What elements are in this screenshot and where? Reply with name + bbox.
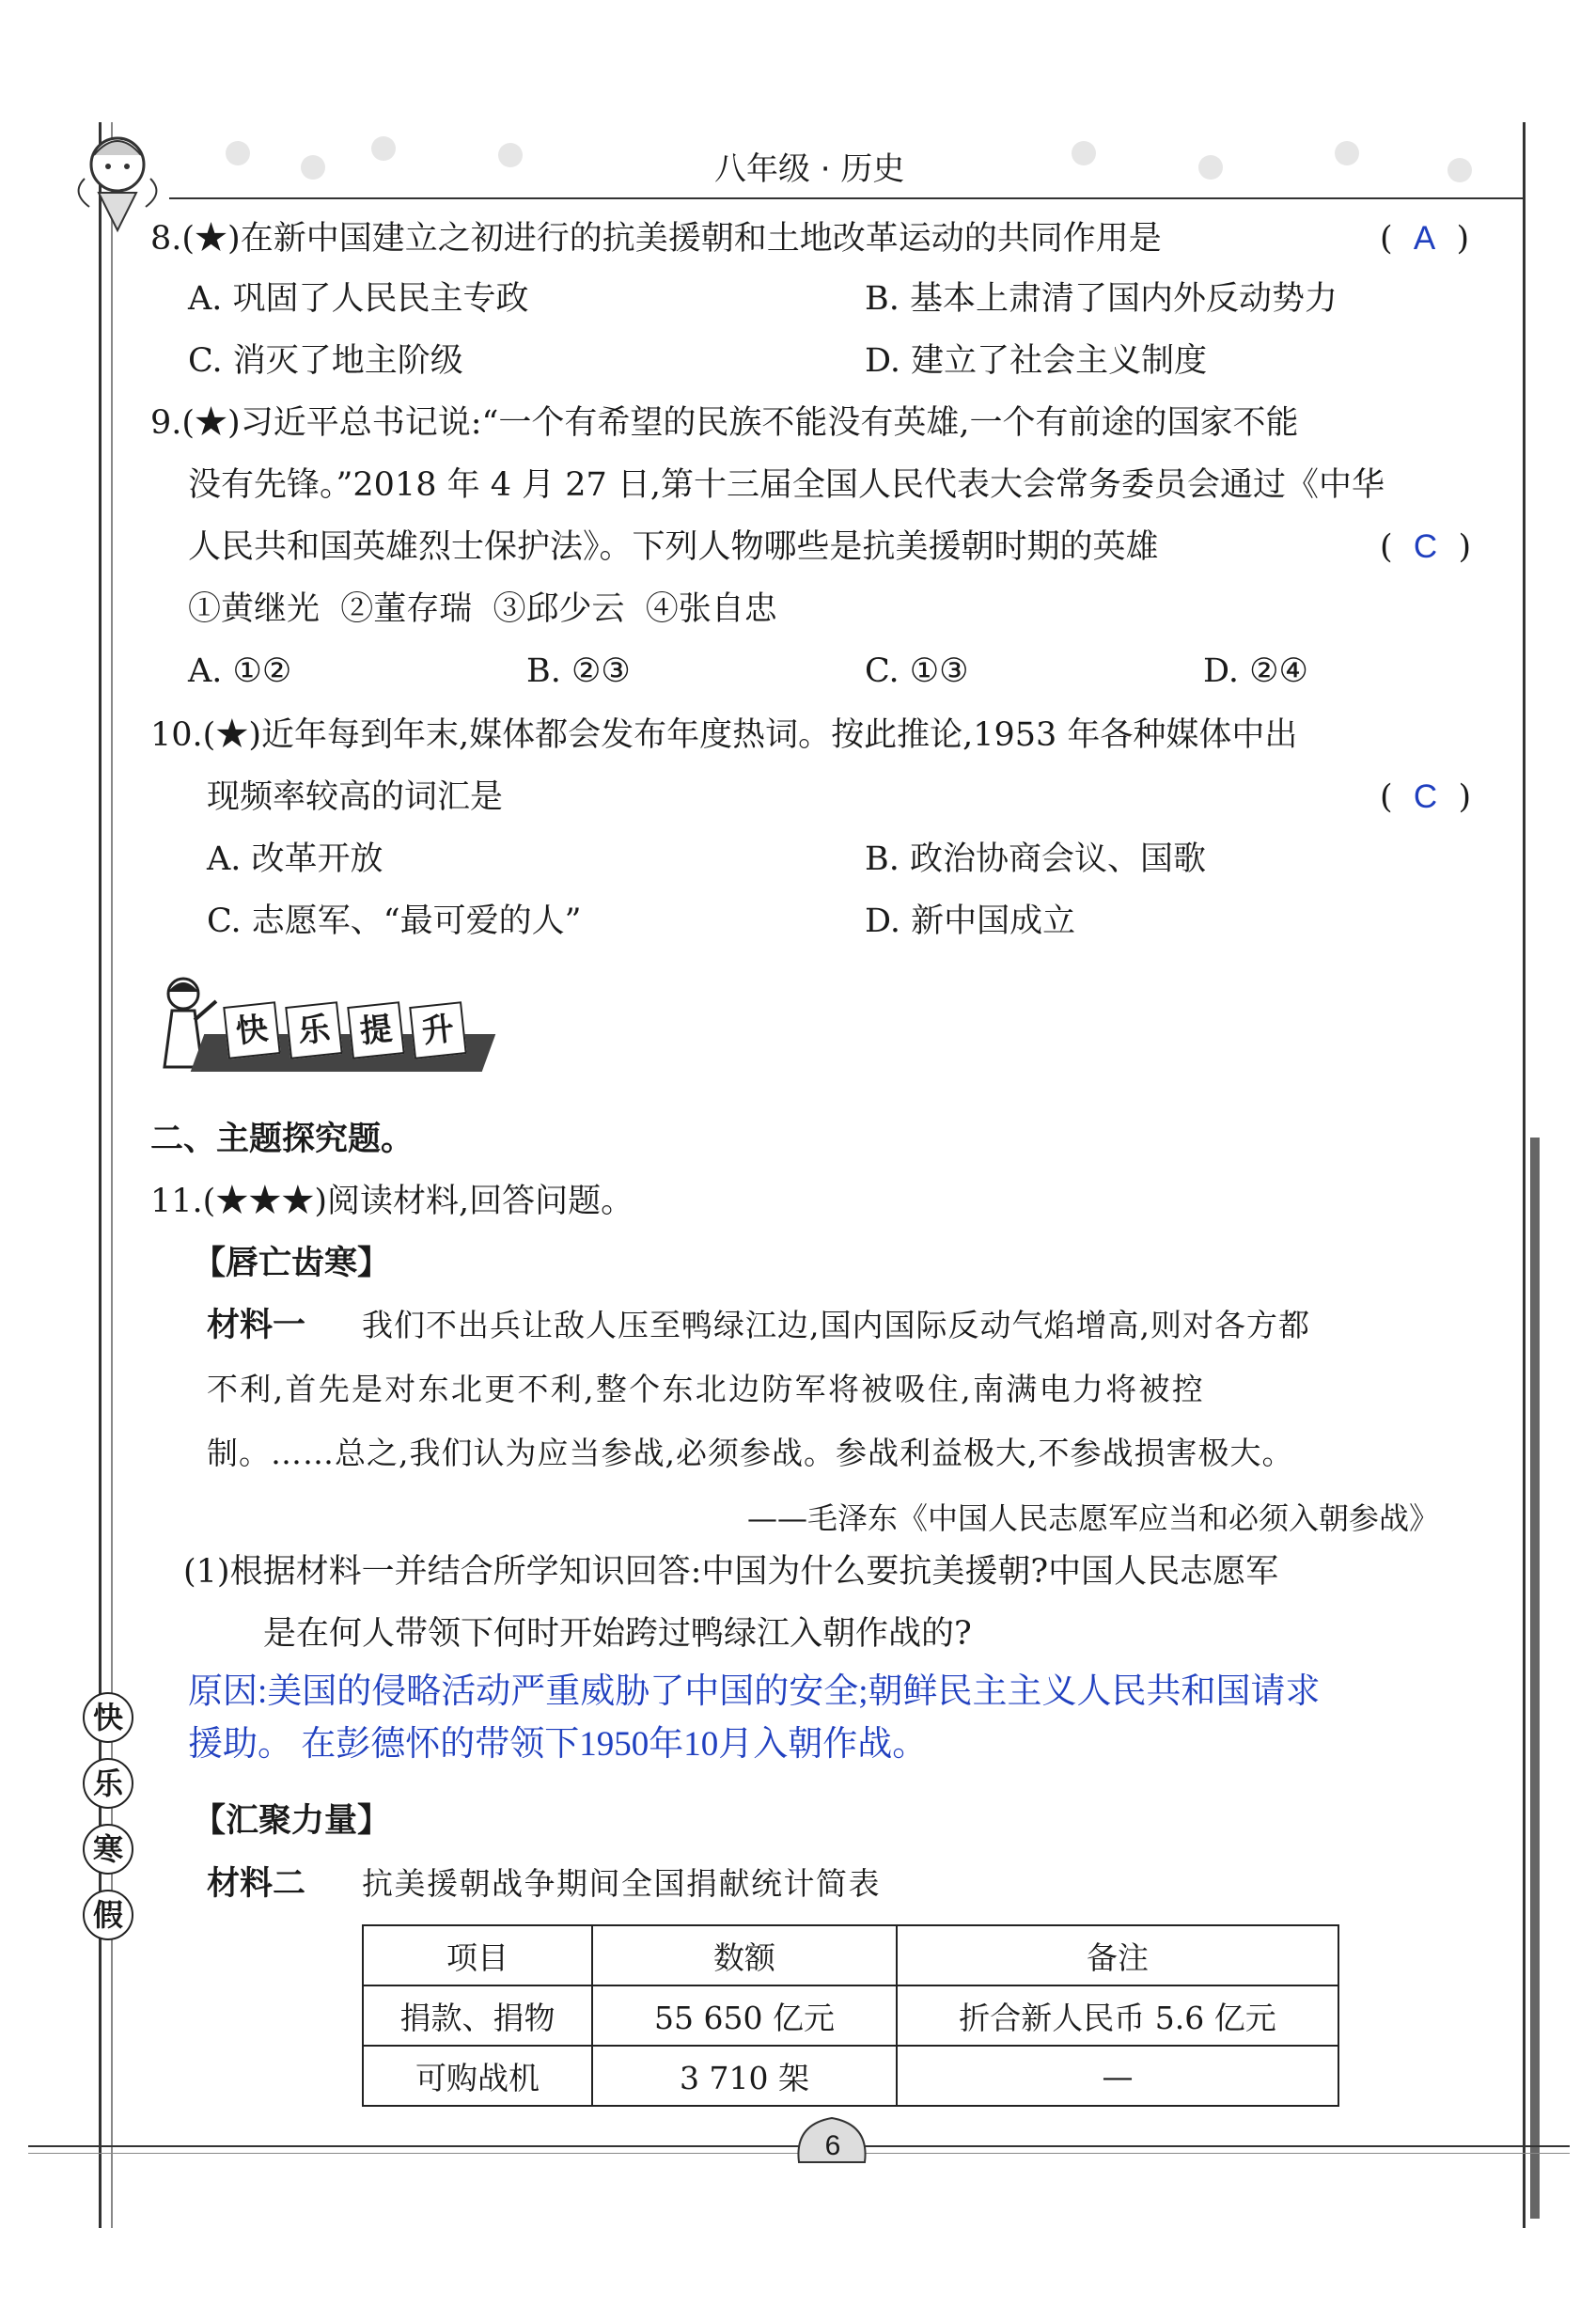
answer-paren: ( A ) — [1380, 220, 1470, 258]
answer-paren: ( C ) — [1380, 528, 1472, 566]
question-9-line: 9.(★)习近平总书记说:“一个有希望的民族不能没有英雄,一个有前途的国家不能 — [150, 404, 1299, 442]
header-dot — [1447, 158, 1472, 182]
question-8-stem: 8.(★)在新中国建立之初进行的抗美援朝和土地改革运动的共同作用是 — [150, 220, 1162, 258]
question-9-people: ①黄继光 ②董存瑞 ③邱少云 ④张自忠 — [188, 590, 777, 628]
side-tab-char: 假 — [83, 1890, 133, 1940]
option: B. 政治协商会议、国歌 — [865, 840, 1206, 878]
material-1-line: 不利,首先是对东北更不利,整个东北边防军将被吸住,南满电力将被控 — [207, 1371, 1206, 1407]
table-cell: — — [897, 2046, 1338, 2106]
table-header-row — [363, 1925, 1338, 1985]
table-cell: 捐款、捐物 — [363, 1985, 592, 2046]
donation-table — [362, 1924, 1339, 2107]
table-row — [363, 1985, 1338, 2046]
section-banner — [226, 1004, 474, 1057]
question-9-line: 人民共和国英雄烈士保护法》。下列人物哪些是抗美援朝时期的英雄 — [188, 528, 1159, 566]
question-9-line: 没有先锋。”2018 年 4 月 27 日,第十三届全国人民代表大会常务委员会通过《中华 — [188, 466, 1385, 504]
page-number: 6 — [824, 2130, 841, 2161]
sub-question-1-line: 是在何人带领下何时开始跨过鸭绿江入朝作战的? — [263, 1615, 972, 1653]
answer-1-line: 原因:美国的侵略活动严重威胁了中国的安全;朝鲜民主主义人民共和国请求 — [188, 1672, 1321, 1711]
option: B. ②③ — [526, 652, 631, 690]
sub-question-1-line: (1)根据材料一并结合所学知识回答:中国为什么要抗美援朝?中国人民志愿军 — [183, 1553, 1279, 1591]
banner-char: 提 — [347, 1001, 405, 1059]
header-dot — [1335, 141, 1359, 165]
right-margin-line-thick — [1530, 1138, 1540, 2219]
question-11-stem: 11.(★★★)阅读材料,回答问题。 — [150, 1183, 634, 1220]
header-dot — [498, 143, 523, 167]
table-cell: 折合新人民币 5.6 亿元 — [897, 1985, 1338, 2046]
answer-8: A — [1413, 220, 1436, 257]
table-cell: 可购战机 — [363, 2046, 592, 2106]
answer-paren: ( C ) — [1380, 778, 1472, 816]
side-tab-char: 快 — [83, 1692, 133, 1743]
subheading-chunwang: 【唇亡齿寒】 — [193, 1245, 391, 1282]
material-1-line: 我们不出兵让敌人压至鸭绿江边,国内国际反动气焰增高,则对各方都 — [362, 1307, 1310, 1343]
option: A. ①② — [188, 652, 292, 690]
option: C. 志愿军、“最可爱的人” — [207, 902, 582, 940]
material-1-label: 材料一 — [207, 1307, 306, 1344]
header-dot — [1198, 155, 1223, 180]
table-cell: 55 650 亿元 — [592, 1985, 897, 2046]
table-header: 项目 — [363, 1925, 592, 1985]
header-dot — [371, 136, 396, 161]
header-dot — [1072, 141, 1096, 165]
side-tab-char: 寒 — [83, 1824, 133, 1875]
option: B. 基本上肃清了国内外反动势力 — [865, 280, 1338, 318]
option: D. 建立了社会主义制度 — [865, 342, 1208, 380]
material-1-source: ——毛泽东《中国人民志愿军应当和必须入朝参战》 — [747, 1500, 1440, 1536]
option: A. 巩固了人民民主专政 — [188, 280, 529, 318]
option: C. ①③ — [865, 652, 969, 690]
question-10-line: 现频率较高的词汇是 — [207, 778, 504, 816]
answer-10: C — [1413, 778, 1438, 815]
material-2-title: 抗美援朝战争期间全国捐献统计简表 — [362, 1865, 881, 1902]
table-row — [363, 2046, 1338, 2106]
option: D. ②④ — [1203, 652, 1308, 690]
table-header: 备注 — [897, 1925, 1338, 1985]
table-header: 数额 — [592, 1925, 897, 1985]
answer-1-line: 援助。 在彭德怀的带领下1950年10月入朝作战。 — [188, 1725, 928, 1764]
question-10-line: 10.(★)近年每到年末,媒体都会发布年度热词。按此推论,1953 年各种媒体中出 — [150, 716, 1298, 754]
material-1-line: 制。……总之,我们认为应当参战,必须参战。参战利益极大,不参战损害极大。 — [207, 1435, 1294, 1471]
banner-char: 升 — [409, 1001, 467, 1059]
material-2-label: 材料二 — [207, 1865, 306, 1903]
banner-char: 乐 — [285, 1001, 343, 1059]
side-tab-char: 乐 — [83, 1758, 133, 1809]
subheading-huiju: 【汇聚力量】 — [193, 1802, 391, 1840]
answer-9: C — [1413, 528, 1438, 565]
header-rule — [169, 197, 1523, 199]
option: A. 改革开放 — [207, 840, 383, 878]
right-margin-line — [1523, 122, 1526, 2228]
option: C. 消灭了地主阶级 — [188, 342, 463, 380]
section-2-heading: 二、主题探究题。 — [150, 1121, 415, 1158]
option: D. 新中国成立 — [865, 902, 1076, 940]
banner-char: 快 — [223, 1001, 281, 1059]
header-dot — [301, 155, 325, 180]
header-dot — [226, 141, 250, 165]
page-header-title: 八年级 · 历史 — [714, 150, 905, 188]
table-cell: 3 710 架 — [592, 2046, 897, 2106]
